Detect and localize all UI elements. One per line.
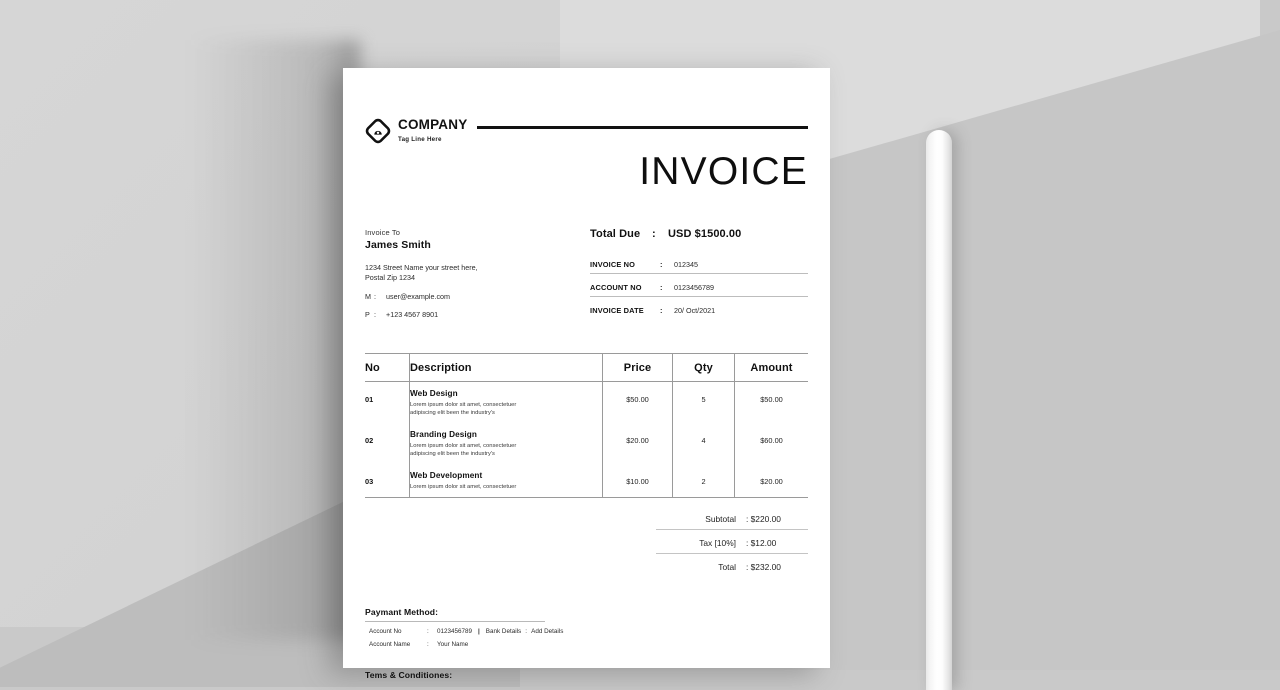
tax-value: : $12.00 — [746, 538, 777, 548]
item-title: Web Design — [410, 389, 458, 398]
item-amount: $50.00 — [760, 395, 783, 404]
total-due-colon: : — [652, 228, 656, 240]
payment-account-name-label: Account Name — [369, 641, 411, 648]
address-line-1: 1234 Street Name your street here, — [365, 263, 478, 272]
invoice-sheet — [343, 68, 830, 680]
invoice-no-row — [590, 260, 808, 274]
brand-tagline: Tag Line Here — [398, 136, 442, 143]
item-title: Web Development — [410, 471, 483, 480]
item-description-line-1: Lorem ipsum dolor sit amet, consectetuer — [410, 484, 517, 490]
item-price: $10.00 — [626, 477, 649, 486]
invoice-no-value: 012345 — [674, 260, 698, 269]
payment-account-no-row — [365, 628, 808, 635]
client-phone-row — [365, 310, 590, 319]
diamond-logo-icon — [365, 118, 391, 144]
row-number: 02 — [365, 436, 374, 445]
item-description-line-2: adipiscing elit been the industry's — [410, 451, 495, 457]
item-description — [410, 442, 602, 458]
invoice-date-label: INVOICE DATE — [590, 306, 644, 315]
email-colon: : — [374, 292, 376, 301]
row-number: 03 — [365, 477, 374, 486]
subtotal-row — [656, 514, 808, 530]
brand-name: COMPANY — [398, 117, 468, 132]
invoice-no-colon: : — [660, 260, 663, 269]
column-header-price: Price — [602, 354, 672, 381]
item-price: $20.00 — [626, 436, 649, 445]
table-row — [365, 464, 808, 497]
account-no-row — [590, 283, 808, 297]
invoice-to-label: Invoice To — [365, 228, 401, 237]
phone-key: P — [365, 310, 370, 319]
totals-block — [656, 514, 808, 577]
terms-title: Tems & Conditiones: — [365, 670, 453, 680]
tax-label: Tax [10%] — [699, 538, 736, 548]
invoice-no-label: INVOICE NO — [590, 260, 636, 269]
item-description-line-1: Lorem ipsum dolor sit amet, consectetuer — [410, 443, 517, 449]
item-description — [410, 483, 602, 491]
subtotal-value: : $220.00 — [746, 514, 781, 524]
column-header-description: Description — [409, 354, 602, 381]
client-phone: +123 4567 8901 — [386, 310, 439, 319]
client-email: user@example.com — [386, 292, 451, 301]
item-title: Branding Design — [410, 430, 478, 439]
payment-account-name-row — [365, 641, 808, 648]
table-row — [365, 423, 808, 464]
invoice-content — [365, 68, 808, 680]
invoice-date-value: 20/ Oct/2021 — [674, 306, 716, 315]
summary-table — [590, 260, 808, 319]
tax-row — [656, 538, 808, 554]
bank-details-value: Add Details — [531, 628, 564, 635]
total-value: : $232.00 — [746, 562, 781, 572]
invoice-meta — [365, 228, 808, 319]
item-description-line-1: Lorem ipsum dolor sit amet, consectetuer — [410, 402, 517, 408]
payment-method-title: Paymant Method: — [365, 607, 545, 622]
items-table — [365, 353, 808, 498]
payment-account-no-value: 0123456789 — [437, 628, 473, 635]
total-label: Total — [718, 562, 736, 572]
column-header-qty: Qty — [672, 354, 734, 381]
pen-object — [926, 130, 952, 690]
summary-block — [590, 228, 808, 319]
payment-method-block — [365, 607, 808, 648]
total-due-label: Total Due — [590, 228, 641, 240]
item-description — [410, 401, 602, 417]
page-title: INVOICE — [639, 150, 808, 193]
column-header-no: No — [365, 362, 380, 374]
email-key: M — [365, 292, 371, 301]
account-no-label: ACCOUNT NO — [590, 283, 642, 292]
invoice-title-wrap — [365, 152, 808, 192]
phone-colon: : — [374, 310, 376, 319]
subtotal-label: Subtotal — [705, 514, 736, 524]
item-qty: 4 — [701, 436, 706, 445]
column-header-amount: Amount — [734, 354, 808, 381]
account-no-value: 0123456789 — [674, 283, 714, 292]
account-no-colon: : — [660, 283, 663, 292]
total-row — [656, 562, 808, 577]
payment-account-no-colon: : — [427, 628, 429, 635]
invoice-date-row — [590, 306, 808, 319]
total-due-value: USD $1500.00 — [668, 228, 742, 240]
bank-details-label: Bank Details — [485, 628, 522, 635]
row-number: 01 — [365, 395, 374, 404]
bank-details-colon: : — [525, 628, 528, 635]
client-name: James Smith — [365, 239, 431, 251]
payment-separator: | — [478, 628, 480, 635]
bill-to-block — [365, 228, 590, 319]
item-amount: $20.00 — [760, 477, 783, 486]
item-price: $50.00 — [626, 395, 649, 404]
payment-account-name-value: Your Name — [437, 641, 469, 648]
table-row — [365, 382, 808, 423]
item-qty: 5 — [701, 395, 706, 404]
client-address — [365, 263, 590, 283]
invoice-header — [365, 116, 808, 144]
invoice-date-colon: : — [660, 306, 663, 315]
items-table-body — [365, 382, 808, 497]
item-qty: 2 — [701, 477, 706, 486]
payment-account-name-colon: : — [427, 641, 429, 648]
total-due-row — [590, 228, 808, 240]
payment-account-no-label: Account No — [369, 628, 402, 635]
client-email-row — [365, 292, 590, 301]
paper-drop-shadow — [190, 40, 360, 640]
header-rule — [477, 126, 808, 129]
address-line-2: Postal Zip 1234 — [365, 273, 415, 282]
brand-block — [398, 116, 467, 143]
item-amount: $60.00 — [760, 436, 783, 445]
item-description-line-2: adipiscing elit been the industry's — [410, 410, 495, 416]
items-table-header — [365, 354, 808, 382]
